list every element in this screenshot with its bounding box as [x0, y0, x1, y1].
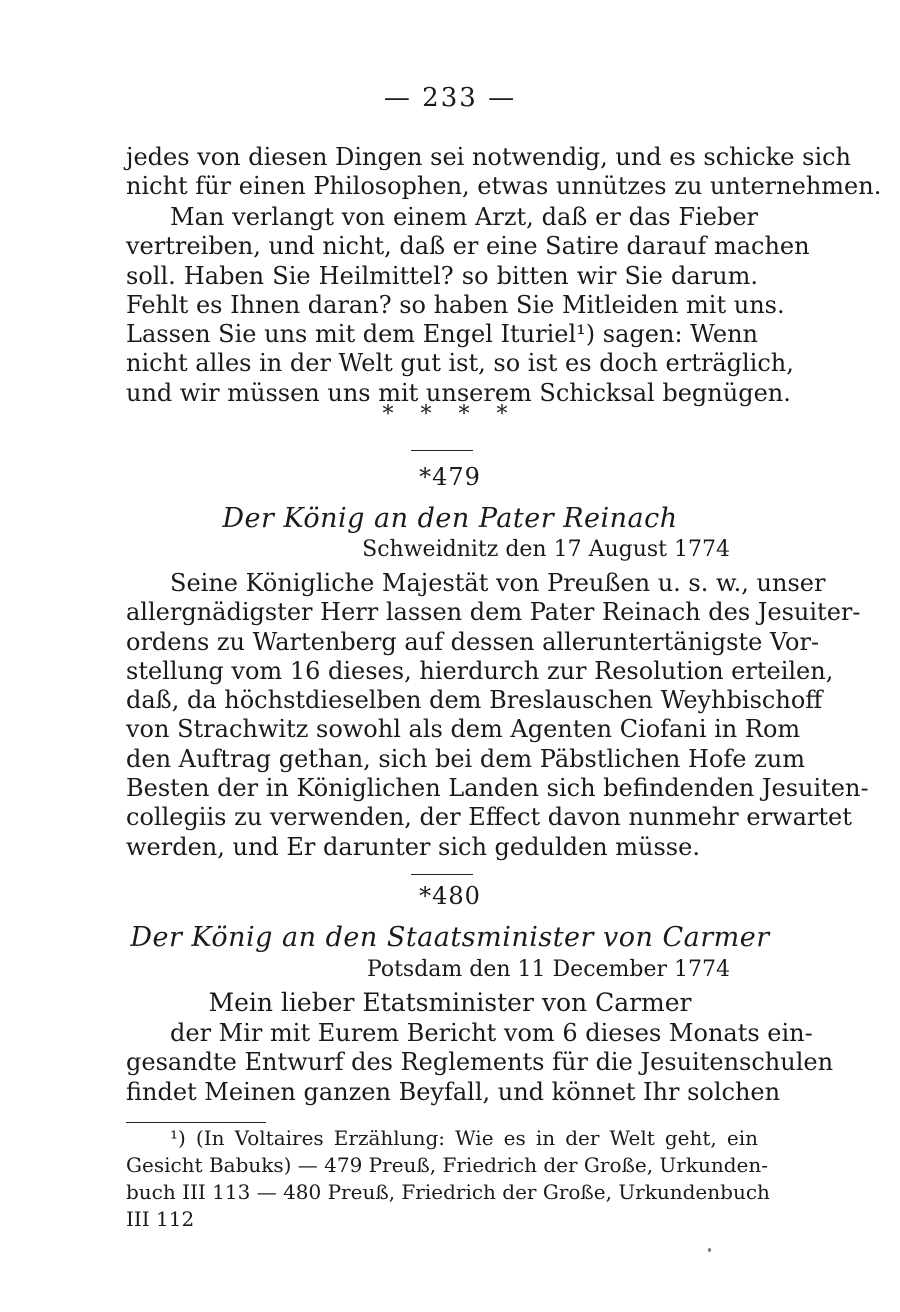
- text-line: von Strachwitz sowohl als dem Agenten Ciofani in Rom: [126, 715, 801, 744]
- section-asterisks: * * * *: [382, 402, 518, 427]
- text-line: collegiis zu verwenden, der Effect davon nunmehr erwartet: [126, 803, 852, 832]
- text-line: nicht für einen Philosophen, etwas unnützes zu unternehmen.: [126, 172, 882, 201]
- letter-heading-480: Der König an den Staatsminister von Carmer: [130, 922, 770, 953]
- footnote-line: III 112: [126, 1207, 195, 1231]
- text-line: Fehlt es Ihnen daran? so haben Sie Mitleiden mit uns.: [126, 290, 785, 319]
- salutation-480: Mein lieber Etatsminister von Carmer: [208, 988, 692, 1017]
- text-line: und wir müssen uns mit unserem Schicksal begnügen.: [126, 378, 791, 407]
- letter-body-479: [126, 569, 869, 862]
- text-line: Lassen Sie uns mit dem Engel Ituriel¹) sagen: Wenn: [126, 320, 758, 349]
- dateline-479: Schweidnitz den 17 August 1774: [362, 537, 730, 562]
- text-line: nicht alles in der Welt gut ist, so ist es doch erträglich,: [126, 349, 794, 378]
- text-line: allergnädigster Herr lassen dem Pater Reinach des Jesuiter-: [126, 598, 861, 627]
- section-divider: [411, 450, 473, 451]
- letter-heading-479: Der König an den Pater Reinach: [222, 503, 678, 534]
- section-divider: [411, 874, 473, 875]
- text-line: findet Meinen ganzen Beyfall, und könnet Ihr solchen: [126, 1077, 781, 1106]
- text-line: Man verlangt von einem Arzt, daß er das Fieber: [170, 203, 758, 231]
- letter-number-480: *480: [419, 882, 481, 910]
- text-line: der Mir mit Eurem Bericht vom 6 dieses Monats ein-: [170, 1019, 813, 1047]
- paper-speck: [708, 1248, 711, 1252]
- footnote-line: ¹) (In Voltaires Erzählung: Wie es in der Welt geht, ein: [170, 1126, 758, 1150]
- letter-body-480: [126, 1019, 834, 1107]
- dateline-480: Potsdam den 11 December 1774: [366, 957, 730, 982]
- text-line: Seine Königliche Majestät von Preußen u. s. w., unser: [170, 569, 826, 597]
- footnotes: [126, 1125, 770, 1233]
- footnote-divider: [126, 1122, 266, 1123]
- text-line: den Auftrag gethan, sich bei dem Päbstlichen Hofe zum: [126, 744, 805, 773]
- paragraph-doctor: [126, 203, 810, 408]
- footnote-line: buch III 113 — 480 Preuß, Friedrich der Große, Urkundenbuch: [126, 1180, 770, 1204]
- footnote-line: Gesicht Babuks) — 479 Preuß, Friedrich der Große, Urkunden-: [126, 1153, 768, 1177]
- text-line: jedes von diesen Dingen sei notwendig, und es schicke sich: [126, 143, 852, 171]
- text-line: vertreiben, und nicht, daß er eine Satire darauf machen: [126, 232, 810, 261]
- text-line: stellung vom 16 dieses, hierdurch zur Resolution erteilen,: [126, 656, 834, 685]
- page-number: — 233 —: [383, 83, 517, 113]
- text-line: gesandte Entwurf des Reglements für die Jesuitenschulen: [126, 1048, 834, 1077]
- text-line: soll. Haben Sie Heilmittel? so bitten wir Sie darum.: [126, 261, 758, 290]
- text-line: ordens zu Wartenberg auf dessen alleruntertänigste Vor-: [126, 627, 820, 656]
- text-line: daß, da höchstdieselben dem Breslauschen Weyhbischoff: [126, 686, 823, 715]
- text-line: werden, und Er darunter sich gedulden müsse.: [126, 832, 700, 861]
- letter-number-479: *479: [419, 463, 481, 491]
- text-line: Besten der in Königlichen Landen sich befindenden Jesuiten-: [126, 774, 869, 803]
- paragraph-continuation: [126, 143, 882, 202]
